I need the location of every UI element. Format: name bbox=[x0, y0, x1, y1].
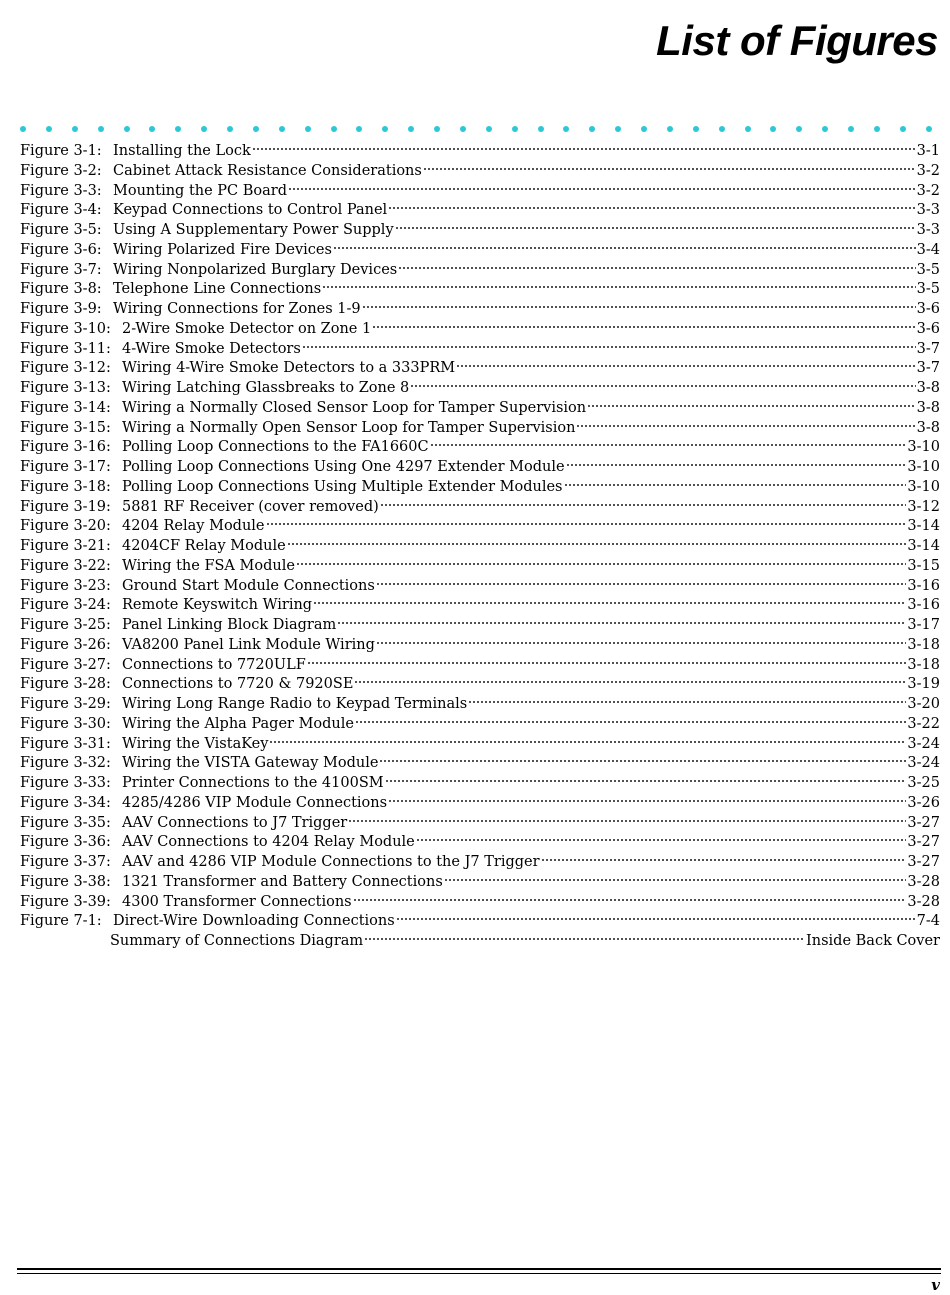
figure-page-ref: 3-7 bbox=[916, 360, 940, 377]
divider-dot bbox=[46, 126, 52, 132]
figure-number: Figure 3-3: bbox=[20, 182, 102, 199]
figure-title: Polling Loop Connections Using Multiple Extender Modules bbox=[122, 478, 563, 495]
divider-dot bbox=[641, 126, 647, 132]
dot-leader bbox=[456, 364, 916, 368]
figure-entry[interactable] bbox=[20, 754, 940, 774]
figure-number: Figure 3-2: bbox=[20, 162, 102, 179]
figure-page-ref: 3-2 bbox=[916, 182, 940, 199]
figure-number: Figure 3-6: bbox=[20, 241, 102, 258]
figure-title: Cabinet Attack Resistance Considerations bbox=[113, 162, 422, 179]
divider-dot bbox=[589, 126, 595, 132]
figure-entry[interactable] bbox=[20, 182, 940, 202]
figure-number: Figure 3-21: bbox=[20, 538, 111, 554]
figure-page-ref: 3-3 bbox=[916, 202, 940, 219]
divider-dot bbox=[279, 126, 285, 132]
figure-number: Figure 3-25: bbox=[20, 617, 111, 633]
figure-number: Figure 3-26: bbox=[20, 636, 111, 653]
figure-entry[interactable] bbox=[20, 715, 940, 735]
figure-title: 4-Wire Smoke Detectors bbox=[122, 340, 301, 357]
figure-title: Ground Start Module Connections bbox=[122, 577, 375, 594]
figure-title: 2-Wire Smoke Detector on Zone 1 bbox=[122, 320, 372, 337]
figure-title: AAV and 4286 VIP Module Connections to the J7 Trigger bbox=[122, 854, 540, 870]
divider-dot bbox=[227, 126, 233, 132]
figure-number: Figure 3-18: bbox=[20, 478, 111, 495]
figure-title: Wiring the Alpha Pager Module bbox=[122, 715, 354, 732]
figure-page-ref: 3-18 bbox=[907, 656, 940, 673]
footer-rule bbox=[17, 1268, 941, 1270]
figure-number: Figure 3-33: bbox=[20, 775, 111, 791]
figure-entry[interactable] bbox=[20, 201, 940, 221]
figure-page-ref: 3-4 bbox=[916, 241, 940, 258]
figure-number: Figure 3-37: bbox=[20, 854, 111, 870]
figure-title: 1321 Transformer and Battery Connections bbox=[122, 873, 443, 890]
figure-number: Figure 3-30: bbox=[20, 715, 111, 732]
figure-entry[interactable] bbox=[20, 221, 940, 241]
dot-leader bbox=[364, 937, 805, 941]
figure-page-ref: 3-6 bbox=[916, 301, 940, 317]
dot-leader bbox=[468, 700, 906, 704]
figure-number: Figure 3-38: bbox=[20, 873, 111, 890]
dot-leader bbox=[398, 266, 915, 270]
figure-page-ref: 3-25 bbox=[907, 775, 940, 791]
dot-leader bbox=[396, 917, 916, 921]
figure-number: Figure 3-31: bbox=[20, 735, 111, 752]
figure-page-ref: 3-24 bbox=[907, 755, 940, 772]
figure-entry[interactable] bbox=[20, 636, 940, 656]
dot-leader bbox=[355, 720, 906, 724]
summary-title: Summary of Connections Diagram bbox=[110, 933, 364, 949]
divider-dot bbox=[770, 126, 776, 132]
figure-page-ref: 3-27 bbox=[907, 814, 940, 831]
figure-entry[interactable] bbox=[20, 438, 940, 458]
figure-title: Wiring Long Range Radio to Keypad Terminals bbox=[122, 696, 468, 712]
divider-dot bbox=[615, 126, 621, 132]
figure-title: Wiring the FSA Module bbox=[122, 557, 295, 574]
dot-leader bbox=[353, 898, 907, 902]
figure-entry[interactable] bbox=[20, 142, 940, 162]
figure-title: Wiring Latching Glassbreaks to Zone 8 bbox=[122, 380, 410, 396]
dotted-divider bbox=[20, 124, 932, 134]
figure-number: Figure 3-16: bbox=[20, 439, 111, 456]
dot-leader bbox=[541, 858, 907, 862]
divider-dot bbox=[900, 126, 906, 132]
figure-number: Figure 3-24: bbox=[20, 597, 111, 614]
figure-entry[interactable] bbox=[20, 616, 940, 636]
divider-dot bbox=[98, 126, 104, 132]
figure-title: 5881 RF Receiver (cover removed) bbox=[122, 498, 379, 515]
figure-entry[interactable] bbox=[20, 478, 940, 498]
divider-dot bbox=[460, 126, 466, 132]
figure-page-ref: 3-10 bbox=[907, 478, 940, 495]
divider-dot bbox=[72, 126, 78, 132]
dot-leader bbox=[266, 522, 907, 526]
figure-title: AAV Connections to 4204 Relay Module bbox=[122, 834, 415, 851]
divider-dot bbox=[253, 126, 259, 132]
figure-page-ref: 3-8 bbox=[916, 380, 940, 396]
figure-entry[interactable] bbox=[20, 280, 940, 300]
dot-leader bbox=[395, 226, 916, 230]
figure-title: Wiring 4-Wire Smoke Detectors to a 333PRM bbox=[122, 360, 456, 377]
divider-dot bbox=[822, 126, 828, 132]
figure-page-ref: 3-14 bbox=[907, 518, 940, 535]
divider-dot bbox=[719, 126, 725, 132]
figure-title: Using A Supplementary Power Supply bbox=[113, 222, 394, 238]
dot-leader bbox=[307, 661, 907, 665]
figure-title: Wiring the VistaKey bbox=[122, 735, 269, 752]
figure-number: Figure 3-7: bbox=[20, 261, 102, 278]
figure-title: Wiring a Normally Open Sensor Loop for Tamper Supervision bbox=[122, 419, 576, 436]
figure-entry[interactable] bbox=[20, 794, 940, 814]
figure-page-ref: 3-26 bbox=[907, 794, 940, 811]
summary-page-ref: Inside Back Cover bbox=[806, 933, 940, 949]
figure-entry[interactable] bbox=[20, 162, 940, 182]
divider-dot bbox=[667, 126, 673, 132]
figure-number: Figure 3-36: bbox=[20, 834, 111, 851]
figure-page-ref: 7-4 bbox=[916, 913, 940, 930]
figure-title: Wiring Connections for Zones 1-9 bbox=[113, 301, 361, 317]
dot-leader bbox=[313, 601, 906, 605]
dot-leader bbox=[337, 621, 906, 625]
figure-number: Figure 3-12: bbox=[20, 360, 111, 377]
figure-entry[interactable] bbox=[20, 893, 940, 913]
divider-dot bbox=[20, 126, 26, 132]
figure-page-ref: 3-5 bbox=[916, 281, 940, 298]
figure-number: Figure 3-8: bbox=[20, 281, 102, 298]
dot-leader bbox=[302, 345, 916, 349]
figure-page-ref: 3-8 bbox=[916, 399, 940, 416]
figure-entry[interactable] bbox=[20, 458, 940, 478]
dot-leader bbox=[388, 799, 906, 803]
divider-dot bbox=[538, 126, 544, 132]
figure-page-ref: 3-20 bbox=[907, 696, 940, 712]
figure-title: Wiring Nonpolarized Burglary Devices bbox=[113, 261, 398, 278]
figure-entry[interactable] bbox=[20, 912, 940, 932]
figure-entry[interactable] bbox=[20, 873, 940, 893]
dot-leader bbox=[430, 443, 907, 447]
figure-title: Keypad Connections to Control Panel bbox=[113, 202, 388, 219]
figure-page-ref: 3-5 bbox=[916, 261, 940, 278]
divider-dot bbox=[356, 126, 362, 132]
figure-number: Figure 3-10: bbox=[20, 320, 111, 337]
figure-title: Polling Loop Connections to the FA1660C bbox=[122, 439, 429, 456]
figure-number: Figure 3-14: bbox=[20, 399, 111, 416]
divider-dot bbox=[331, 126, 337, 132]
divider-dot bbox=[486, 126, 492, 132]
dot-leader bbox=[576, 424, 915, 428]
divider-dot bbox=[149, 126, 155, 132]
figure-entry[interactable] bbox=[20, 774, 940, 794]
figure-title: Installing the Lock bbox=[113, 143, 251, 159]
dot-leader bbox=[252, 147, 916, 151]
figure-number: Figure 3-19: bbox=[20, 498, 111, 515]
figure-entry[interactable] bbox=[20, 517, 940, 537]
figure-title: Telephone Line Connections bbox=[113, 281, 322, 298]
figure-number: Figure 3-15: bbox=[20, 419, 111, 436]
figure-title: 4204CF Relay Module bbox=[122, 538, 286, 554]
figure-title: Panel Linking Block Diagram bbox=[122, 617, 337, 633]
figure-page-ref: 3-16 bbox=[907, 577, 940, 594]
figure-title: 4204 Relay Module bbox=[122, 518, 265, 535]
figure-number: Figure 3-23: bbox=[20, 577, 111, 594]
figure-entry[interactable] bbox=[20, 675, 940, 695]
figure-page-ref: 3-16 bbox=[907, 597, 940, 614]
dot-leader bbox=[385, 779, 907, 783]
divider-dot bbox=[745, 126, 751, 132]
figure-title: Connections to 7720 & 7920SE bbox=[122, 676, 354, 693]
figure-number: Figure 3-17: bbox=[20, 459, 111, 475]
figure-title: 4300 Transformer Connections bbox=[122, 893, 352, 910]
figure-entry[interactable] bbox=[20, 656, 940, 676]
divider-dot bbox=[434, 126, 440, 132]
divider-dot bbox=[382, 126, 388, 132]
figure-title: VA8200 Panel Link Module Wiring bbox=[122, 636, 375, 653]
dot-leader bbox=[423, 167, 916, 171]
figure-entry[interactable] bbox=[20, 596, 940, 616]
figure-entry[interactable] bbox=[20, 735, 940, 755]
figure-page-ref: 3-7 bbox=[916, 340, 940, 357]
divider-dot bbox=[408, 126, 414, 132]
divider-dot bbox=[175, 126, 181, 132]
figure-page-ref: 3-6 bbox=[916, 320, 940, 337]
figure-number: Figure 3-27: bbox=[20, 656, 111, 673]
figure-entry[interactable] bbox=[20, 379, 940, 399]
divider-dot bbox=[848, 126, 854, 132]
dot-leader bbox=[296, 562, 906, 566]
figure-list bbox=[20, 142, 940, 952]
figure-entry[interactable] bbox=[20, 359, 940, 379]
figure-entry[interactable] bbox=[20, 320, 940, 340]
divider-dot bbox=[693, 126, 699, 132]
figure-entry[interactable] bbox=[20, 833, 940, 853]
footer-rule-thin bbox=[17, 1273, 941, 1274]
figure-title: Direct-Wire Downloading Connections bbox=[113, 913, 395, 930]
figure-title: Polling Loop Connections Using One 4297 Extender Module bbox=[122, 459, 565, 475]
dot-leader bbox=[362, 305, 916, 309]
dot-leader bbox=[269, 740, 906, 744]
dot-leader bbox=[564, 483, 907, 487]
figure-entry[interactable] bbox=[20, 695, 940, 715]
dot-leader bbox=[416, 838, 907, 842]
figure-entry[interactable] bbox=[20, 419, 940, 439]
dot-leader bbox=[376, 582, 907, 586]
dot-leader bbox=[354, 680, 906, 684]
divider-dot bbox=[305, 126, 311, 132]
figure-entry[interactable] bbox=[20, 498, 940, 518]
figure-title: Wiring the VISTA Gateway Module bbox=[122, 755, 379, 772]
figure-title: Remote Keyswitch Wiring bbox=[122, 597, 313, 614]
figure-title: AAV Connections to J7 Trigger bbox=[122, 814, 348, 831]
figure-number: Figure 3-39: bbox=[20, 893, 111, 910]
divider-dot bbox=[926, 126, 932, 132]
figure-number: Figure 3-35: bbox=[20, 814, 111, 831]
dot-leader bbox=[388, 206, 915, 210]
dot-leader bbox=[410, 384, 915, 388]
figure-number: Figure 3-22: bbox=[20, 557, 111, 574]
dot-leader bbox=[333, 246, 916, 250]
dot-leader bbox=[380, 503, 907, 507]
figure-title: Connections to 7720ULF bbox=[122, 656, 306, 673]
figure-title: Printer Connections to the 4100SM bbox=[122, 775, 384, 791]
figure-page-ref: 3-8 bbox=[916, 419, 940, 436]
figure-number: Figure 3-28: bbox=[20, 676, 111, 693]
dot-leader bbox=[372, 325, 915, 329]
figure-page-ref: 3-10 bbox=[907, 439, 940, 456]
figure-title: 4285/4286 VIP Module Connections bbox=[122, 794, 388, 811]
figure-number: Figure 3-5: bbox=[20, 222, 102, 238]
figure-number: Figure 3-34: bbox=[20, 794, 111, 811]
page-title: List of Figures bbox=[656, 17, 938, 64]
figure-page-ref: 3-15 bbox=[907, 557, 940, 574]
figure-page-ref: 3-19 bbox=[907, 676, 940, 693]
figure-page-ref: 3-24 bbox=[907, 735, 940, 752]
divider-dot bbox=[796, 126, 802, 132]
dot-leader bbox=[566, 463, 907, 467]
figure-page-ref: 3-2 bbox=[916, 162, 940, 179]
figure-entry[interactable] bbox=[20, 300, 940, 320]
figure-title: Wiring a Normally Closed Sensor Loop for Tamper Supervision bbox=[122, 399, 587, 416]
figure-number: Figure 3-29: bbox=[20, 696, 111, 712]
figure-number: Figure 7-1: bbox=[20, 913, 102, 930]
figure-title: Mounting the PC Board bbox=[113, 182, 288, 199]
divider-dot bbox=[563, 126, 569, 132]
figure-number: Figure 3-13: bbox=[20, 380, 111, 396]
figure-entry[interactable] bbox=[20, 261, 940, 281]
figure-number: Figure 3-11: bbox=[20, 340, 111, 357]
dot-leader bbox=[379, 759, 906, 763]
divider-dot bbox=[874, 126, 880, 132]
figure-page-ref: 3-12 bbox=[907, 498, 940, 515]
dot-leader bbox=[587, 404, 916, 408]
page-number: v bbox=[931, 1276, 940, 1294]
figure-page-ref: 3-27 bbox=[907, 854, 940, 870]
divider-dot bbox=[201, 126, 207, 132]
figure-entry[interactable] bbox=[20, 399, 940, 419]
dot-leader bbox=[287, 542, 907, 546]
figure-entry[interactable] bbox=[20, 241, 940, 261]
figure-title: Wiring Polarized Fire Devices bbox=[113, 241, 332, 258]
dot-leader bbox=[444, 878, 907, 882]
figure-page-ref: 3-3 bbox=[916, 222, 940, 238]
summary-entry[interactable] bbox=[20, 932, 940, 952]
figure-entry[interactable] bbox=[20, 853, 940, 873]
dot-leader bbox=[322, 285, 915, 289]
figure-page-ref: 3-17 bbox=[907, 617, 940, 633]
figure-number: Figure 3-9: bbox=[20, 301, 102, 317]
figure-number: Figure 3-1: bbox=[20, 143, 102, 159]
figure-page-ref: 3-28 bbox=[907, 873, 940, 890]
figure-page-ref: 3-10 bbox=[907, 459, 940, 475]
figure-entry[interactable] bbox=[20, 814, 940, 834]
figure-entry[interactable] bbox=[20, 577, 940, 597]
figure-number: Figure 3-20: bbox=[20, 518, 111, 535]
figure-page-ref: 3-1 bbox=[916, 143, 940, 159]
dot-leader bbox=[348, 819, 906, 823]
figure-page-ref: 3-22 bbox=[907, 715, 940, 732]
figure-entry[interactable] bbox=[20, 340, 940, 360]
dot-leader bbox=[288, 187, 916, 191]
figure-number: Figure 3-32: bbox=[20, 755, 111, 772]
figure-entry[interactable] bbox=[20, 557, 940, 577]
divider-dot bbox=[124, 126, 130, 132]
divider-dot bbox=[512, 126, 518, 132]
figure-page-ref: 3-14 bbox=[907, 538, 940, 554]
figure-page-ref: 3-28 bbox=[907, 893, 940, 910]
figure-page-ref: 3-18 bbox=[907, 636, 940, 653]
figure-page-ref: 3-27 bbox=[907, 834, 940, 851]
dot-leader bbox=[376, 641, 907, 645]
figure-number: Figure 3-4: bbox=[20, 202, 102, 219]
figure-entry[interactable] bbox=[20, 537, 940, 557]
